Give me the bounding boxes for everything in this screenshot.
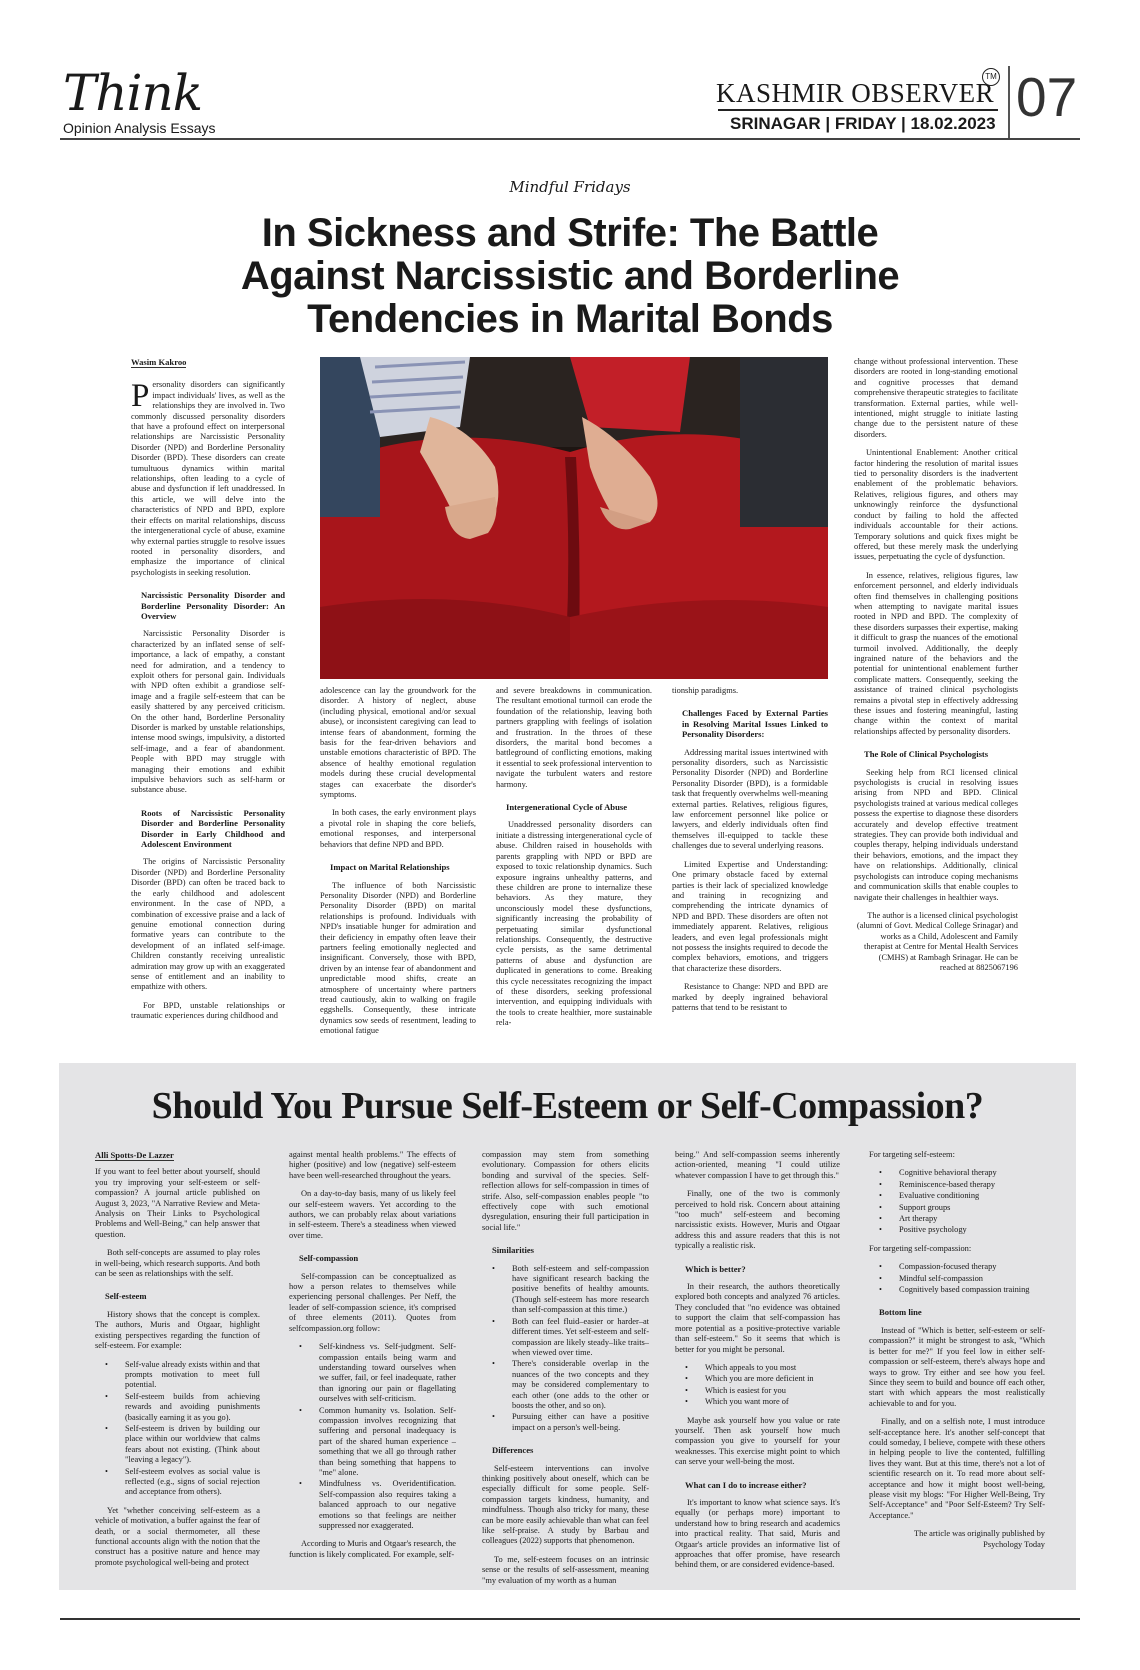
paragraph: Unintentional Enablement: Another critical factor hindering the resolution of marital issues tied to personality disorders is the inadvertent enablement of the problematic behaviors. Relatives, religious figures, and others may unknowingly reinforce the dysfunctional conduct by failing to hold the affected individuals accountable for their actions. Temporary solutions and quick fixes might be offered, but these merely mask the underlying issues, perpetuating the cycle of dysfunction. [854,448,1018,562]
bullet-list [482,1264,649,1434]
paragraph: adolescence can lay the groundwork for the disorder. A history of neglect, abuse (including physical, emotional and/or sexual abuse), or inconsistent caregiving can lead to intense fears of abandonment, forming the basis for the fear-driven behaviors and unstable emotions characteristic of BPD. The absence of healthy emotional regulation models during these crucial developmental stages can exacerbate the disorder's symptoms. [320,686,476,800]
paragraph: Yet "whether conceiving self-esteem as a vehicle of motivation, a buffer against the fear of death, or a social thermometer, all these functional accounts align with the notion that the construct has a positive nature and hence may promote psychological well-being and protect [95,1505,260,1567]
list-item: • Which appeals to you most [675,1363,840,1373]
trademark-icon: TM [982,68,1000,86]
bullet-list [289,1342,456,1531]
subheading: What can I do to increase either? [685,1479,807,1490]
page-number-divider [1008,66,1010,138]
list-item: • Self-value already exists within and that prompts motivation to meet full potential. [95,1360,260,1391]
paragraph: tionship paradigms. [672,686,739,695]
list-item: • Reminiscence-based therapy [869,1180,1045,1190]
paragraph: To me, self-esteem focuses on an intrinsic sense or the results of self-assessment, meaning "my evaluation of my worth as a human [482,1554,649,1585]
paragraph: For targeting self-compassion: [869,1243,972,1253]
list-item: • Cognitively based compassion training [869,1285,1045,1295]
subheading: Challenges Faced by External Parties in Resolving Marital Issues Linked to Personality Disorders: [682,708,828,740]
subheading: Intergenerational Cycle of Abuse [506,802,628,813]
paragraph: Both self-concepts are assumed to play roles in well-being, which research supports. And both can be seen as relationships with the self. [95,1248,260,1279]
list-item: • Evaluative conditioning [869,1191,1045,1201]
article-headline: In Sickness and Strife: The Battle Against Narcissistic and Borderline Tendencies in Marital Bonds [240,211,900,341]
page-number: 07 [1016,66,1078,128]
paragraph: In their research, the authors theoretically explored both concepts and analyzed 76 articles. They concluded that "no evidence was obtained to support the claim that self-compassion has more potential as a positive-protective variable than self-esteem." So it seems that which is better for you might be personal. [675,1282,840,1354]
masthead-divider [718,109,998,111]
subheading: Differences [492,1445,534,1456]
list-item: • Both can feel fluid–easier or harder–at different times. Yet self-esteem and self-compassion are likely steady–like traits–when viewed over time. [482,1317,649,1359]
article1-column-2 [320,686,476,1036]
paragraph: Finally, one of the two is commonly perceived to hold risk. Concern about attaining "too much" self-esteem and becoming narcissistic exists. However, Muris and Otgaar address this and assure readers that this is not typically a realistic risk. [675,1189,840,1251]
paragraph: Resistance to Change: NPD and BPD are marked by deeply ingrained behavioral patterns that tend to be resistant to [672,982,828,1012]
list-item: • Which you are more deficient in [675,1374,840,1384]
paragraph: The origins of Narcissistic Personality Disorder (NPD) and Borderline Personality Disorder (BPD) can often be traced back to the early childhood and adolescent environment. In the case of NPD, a combination of excessive praise and a lack of genuine emotional connection during formative years can contribute to the development of an inflated self-image. Children constantly receiving unrealistic admiration may grow up with an exaggerated sense of entitlement and an inability to empathize with others. [131,857,285,992]
paragraph: The influence of both Narcissistic Personality Disorder (NPD) and Borderline Personality Disorder (BPD) on marital relationships is profound. Individuals with NPD's insatiable hunger for admiration and their deficiency in empathy often leave their partners feeling emotionally neglected and insignificant. Conversely, those with BPD, driven by an intense fear of abandonment and unpredictable mood shifts, create an atmosphere of uncertainty where partners tread cautiously, akin to walking on fragile eggshells. Consequently, these intricate dynamics sow seeds of resentment, leading to emotional fatigue [320,880,476,1036]
paragraph: Self-esteem interventions can involve thinking positively about oneself, which can be especially difficult for some people. Self-compassion targets kindness, humanity, and mindfulness. Though also tricky for many, these can be more easily achievable than what can feel like self-praise. A study by Barbau and colleagues (2022) supports that phenomenon. [482,1463,649,1546]
masthead-rule [60,138,1080,140]
list-item: • Art therapy [869,1214,1045,1224]
list-item: • Which is easiest for you [675,1386,840,1396]
subheading: The Role of Clinical Psychologists [864,749,989,760]
list-item: • Self-kindness vs. Self-judgment. Self-compassion entails being warm and understanding toward ourselves when we suffer, fail, or feel inadequate, rather than ignoring our pain or flagellating ourselves with self-criticism. [289,1342,456,1404]
paragraph: In essence, relatives, religious figures, law enforcement personnel, and elderly individuals often find themselves in challenging positions when attempting to navigate marital issues rooted in NPD and BPD. The complexity of these disorders surpasses their expertise, making it difficult to grasp the nuances of the emotional turmoil involved. Additionally, the deeply ingrained nature of the behaviors and the potential for unintentional enablement further complicate matters. Consequently, seeking the assistance of trained clinical psychologists remains a pivotal step in effectively addressing these issues and fostering meaningful, lasting change within the context of marital relationships affected by personality disorders. [854,570,1018,736]
list-item: • Mindfulness vs. Overidentification. Self-compassion also requires taking a balanced approach to our negative emotions so that feelings are neither suppressed nor exaggerated. [289,1479,456,1531]
article1-column-3 [496,686,652,1028]
section-subtitle: Opinion Analysis Essays [63,120,216,136]
list-item: • Common humanity vs. Isolation. Self-compassion involves recognizing that suffering and personal inadequacy is part of the shared human experience – something that we all go through rather than being something that happens to "me" alone. [289,1406,456,1479]
bullet-list [869,1262,1045,1295]
list-item: • Mindful self-compassion [869,1274,1045,1284]
bullet-list [95,1360,260,1498]
article1-column-4 [672,686,828,1012]
bullet-list [869,1168,1045,1235]
dateline: SRINAGAR | FRIDAY | 18.02.2023 [730,114,996,133]
paragraph: In both cases, the early environment plays a pivotal role in shaping the core beliefs, emotional responses, and interpersonal behaviors that define NPD and BPD. [320,808,476,849]
paragraph: Maybe ask yourself how you value or rate yourself. Then ask yourself how much compassion you give to yourself for your weaknesses. This exercise might point to which can serve your well-being the most. [675,1415,840,1467]
article1-column-1 [131,357,285,1021]
paragraph: Seeking help from RCI licensed clinical psychologists is crucial in resolving issues arising from NPD and BPD. Clinical psychologists trained at various medical colleges possess the expertise to diagnose these disorders accurately and develop effective treatment strategies. They can provide both individual and couples therapy, helping individuals understand their behaviors, emotions, and the impact they have on relationships. Additionally, clinical psychologists can introduce coping mechanisms and communication skills that enable couples to navigate their challenges in healthier ways. [854,767,1018,902]
article2-column-1 [95,1150,260,1580]
list-item: • Self-esteem evolves as social value is reflected (e.g., signs of social rejection and acceptance from others). [95,1467,260,1498]
section-title: Think [63,64,203,122]
article2-column-4 [675,1150,840,1580]
paragraph: If you want to feel better about yourself, should you try improving your self-esteem or self-compassion? A journal article published on August 3, 2023, "A Narrative Review and Meta-Analysis on Their Links to Psychological Problems and Well-Being," can help answer that question. [95,1167,260,1239]
paragraph: and severe breakdowns in communication. The resultant emotional turmoil can erode the foundation of the relationship, leaving both partners grappling with feelings of isolation and frustration. In the throes of these disorders, the marital bond becomes a battleground of conflicting emotions, making it essential to seek professional intervention to navigate the turbulent waters and restore harmony. [496,686,652,789]
list-item: • Positive psychology [869,1225,1045,1235]
author-bio: The author is a licensed clinical psychologist (alumni of Govt. Medical College Srinagar) and works as a Child, Adolescent and Family therapist at Centre for Mental Health Services (CMHS) at Rambagh Srinagar. He can be reached at 8825067196 [856,910,1018,972]
list-item: • Self-esteem is driven by building our place within our worldview that calms fears about not existing. (Think about "leaving a legacy"). [95,1424,260,1466]
paragraph: Self-compassion can be conceptualized as how a person relates to themselves while experiencing personal challenges. Per Neff, the leader of self-compassion science, it's comprised of three elements (2011). Quotes from selfcompassion.org follow: [289,1271,456,1333]
paragraph: compassion may stem from something evolutionary. Compassion for others elicits bonding and survival of the species. Self-reflection allows for self-compassion in times of strife. Also, self-compassion enables people "to effectively cope with such emotional dysregulation, ensuring their full participation in social life." [482,1150,649,1232]
list-item: • Both self-esteem and self-compassion have significant research backing the positive benefits of healthy amounts. (Though self-esteem has more research than self-compassion at this time.) [482,1264,649,1316]
list-item: • Self-esteem builds from achieving rewards and avoiding punishments (basically earning it as you go). [95,1392,260,1423]
paragraph: History shows that the concept is complex. The authors, Muris and Otgaar, highlight existing perspectives regarding the function of self-esteem. For example: [95,1309,260,1351]
list-item: • Compassion-focused therapy [869,1262,1045,1272]
article2-column-5 [869,1150,1045,1580]
bullet-list [675,1363,840,1408]
subheading: Which is better? [685,1263,746,1274]
page-bottom-rule [60,1618,1080,1620]
list-item: • Pursuing either can have a positive impact on a person's well-being. [482,1412,649,1433]
byline: Wasim Kakroo [131,357,187,367]
paragraph: It's important to know what science says. It's equally (or perhaps more) important to understand how to bring research and academics into practical reality. That said, Muris and Otgaar's article provides an informative list of approaches that offer promise, have research behind them, or are considered evidence-based. [675,1497,840,1570]
paragraph: Narcissistic Personality Disorder is characterized by an inflated sense of self-importance, a lack of empathy, a constant need for admiration, and a tendency to exploit others for personal gain. Individuals with NPD often exhibit a grandiose self-image and a fragile self-esteem that can be easily shattered by any perceived criticism. On the other hand, Borderline Personality Disorder is marked by unstable relationships, intense mood swings, impulsivity, a distorted self-image, and a fear of abandonment. People with BPD may struggle with managing their emotions and exhibit impulsive behaviors such as self-harm or substance abuse. [131,629,285,795]
subheading: Roots of Narcissistic Personality Disorder and Borderline Personality Disorder in Early Childhood and Adolescent Environment [141,807,285,850]
article1-column-5 [854,357,1018,1008]
article2-column-3 [482,1150,649,1585]
article2-column-2 [289,1150,456,1580]
paragraph: being." And self-compassion seems inherently action-oriented, meaning "I could utilize whatever compassion I have to get through this." [675,1150,840,1180]
paragraph: Addressing marital issues intertwined with personality disorders, such as Narcissistic Personality Disorder (NPD) and Borderline Personality Disorder (BPD), is a formidable task that frequently overwhelms well-meaning external parties. Relatives, religious figures, law enforcement personnel like police or lawyers, and elderly individuals often find themselves ill-equipped to tackle these challenges due to several underlying reasons. [672,747,828,851]
subheading: Narcissistic Personality Disorder and Borderline Personality Disorder: An Overview [141,590,285,621]
paragraph: Personality disorders can significantly impact individuals' lives, as well as the relationships they are involved in. Two commonly discussed personality disorders that have a profound effect on interpersonal relationships are Narcissistic Personality Disorder (NPD) and Borderline Personality Disorder (BPD). These disorders can create tumultuous dynamics within marital relationships, often leading to a cycle of abuse and dysfunction if left unaddressed. In this article, we will delve into the characteristics of NPD and BPD, explore their effects on marital relationships, discuss the intergenerational cycle of abuse, examine why external parties struggle to resolve issues rooted in personality disorders, and emphasize the importance of clinical psychologists in seeking resolution. [131,378,285,577]
list-item: • Cognitive behavioral therapy [869,1168,1045,1178]
list-item: • Which you want more of [675,1397,840,1407]
paragraph: According to Muris and Otgaar's research, the function is likely complicated. For example, self- [289,1539,456,1559]
subheading: Impact on Marital Relationships [330,862,450,873]
list-item: • There's considerable overlap in the nuances of the two concepts and they may be considered complementary to each other (one adds to the other or boosts the other, and so on). [482,1359,649,1411]
feature-headline: Should You Pursue Self-Esteem or Self-Compassion? [151,1085,984,1127]
article-credit: The article was originally published by Psychology Today [914,1529,1045,1549]
article-photo [320,357,828,679]
paragraph: On a day-to-day basis, many of us likely feel our self-esteem wavers. Yet according to the authors, we can probably relax about variations in self-esteem. There's a steadiness when viewed over time. [289,1189,456,1240]
list-item: • Support groups [869,1203,1045,1213]
paragraph: Limited Expertise and Understanding: One primary obstacle faced by external parties is their lack of specialized knowledge and training in recognizing and comprehending the intricate dynamics of NPD and BPD. These disorders are often not immediately apparent. Relatives, religious leaders, and even legal professionals might not possess the insights required to decode the complex behaviors, emotions, and triggers that characterize these disorders. [672,859,828,973]
paragraph: change without professional intervention. These disorders are rooted in long-standing emotional and cognitive processes that demand comprehensive therapeutic strategies to facilitate transformation. External parties, while well-intentioned, might struggle to initiate lasting change due to the persistent nature of these disorders. [854,357,1018,439]
paragraph: For targeting self-esteem: [869,1150,955,1159]
paragraph: Instead of "Which is better, self-esteem or self-compassion?" it might be strongest to ask, "Which is better for me?" If you feel low in either self-compassion or self-esteem, there's always hope and ways to grow. Try either and see how you feel. Since they seem to build and bounce off each other, start with which appears the most realistically achievable to and for you. [869,1325,1045,1408]
article-kicker: Mindful Fridays [509,178,631,196]
drop-cap: P [131,378,150,415]
subheading: Bottom line [879,1307,922,1318]
subheading: Self-esteem [105,1291,147,1302]
subheading: Similarities [492,1245,535,1256]
subheading: Self-compassion [299,1253,359,1264]
paragraph: For BPD, unstable relationships or traumatic experiences during childhood and [131,1000,285,1021]
byline: Alli Spotts-De Lazzer [95,1150,174,1160]
paragraph: against mental health problems." The effects of higher (positive) and low (negative) self-esteem have been well-researched throughout the years. [289,1150,456,1180]
paragraph: Unaddressed personality disorders can initiate a distressing intergenerational cycle of abuse. Children raised in households with parents grappling with NPD or BPD are exposed to toxic relationship dynamics. Such exposure ingrains unhealthy patterns, and these children are prone to internalize these behaviors. As they mature, they unconsciously model these dysfunctions, significantly increasing the probability of perpetuating similar dysfunctional relationships. Consequently, the destructive cycle persists, as the same detrimental patterns of abuse and dysfunction are duplicated in generations to come. Breaking this cycle necessitates recognizing the impact of these disorders, seeking professional intervention, and equipping individuals with the tools to create healthier, more sustainable rela- [496,820,652,1028]
paragraph: Finally, and on a selfish note, I must introduce self-acceptance here. It's another self-concept that could someday, I believe, compete with these others in helping people to live the contented, fulfilling lives they want. But at this time, there's not a lot of scientific research on it. To read more about self-acceptance and how it might boost well-being, please visit my blogs: "For Higher Well-Being, Try Self-Acceptance" and "Poor Self-Esteem? Try Self-Acceptance." [869,1417,1045,1520]
newspaper-name: KASHMIR OBSERVER [716,78,995,108]
